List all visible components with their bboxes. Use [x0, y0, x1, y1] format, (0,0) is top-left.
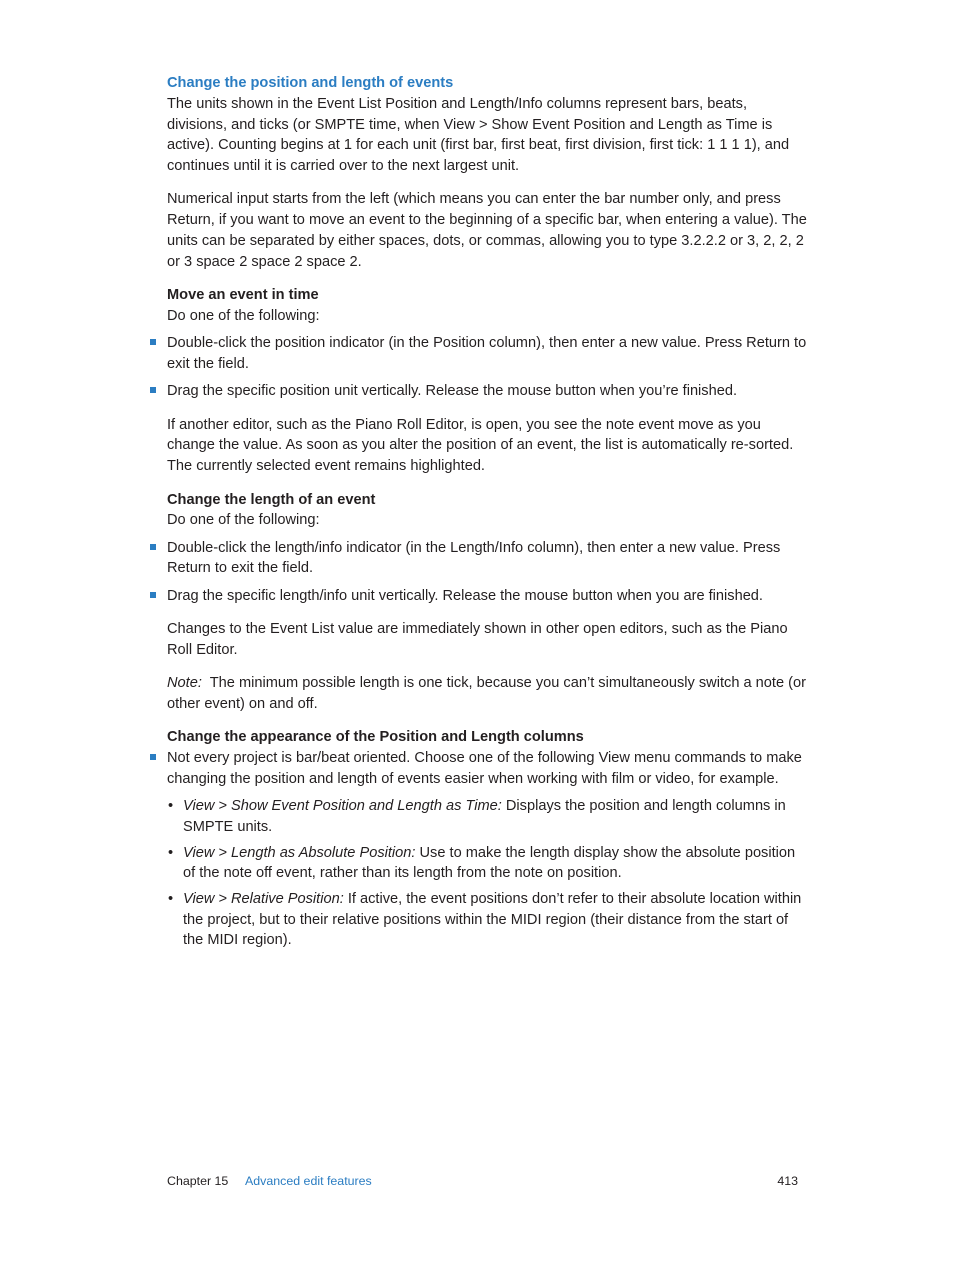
square-bullet-icon	[150, 339, 156, 345]
menu-command-description: Displays the position and length columns in SMPTE units.	[183, 798, 786, 835]
chapter-title-link[interactable]: Advanced edit features	[245, 1174, 372, 1188]
move-bullet-item	[167, 333, 807, 375]
intro-paragraph: The units shown in the Event List Position and Length/Info columns represent bars, beats, divisions, and ticks (or SMPTE time, when View > Show Event Position and Length as Time is active). Counting begins at 1 for each unit (first bar, first beat, first division, first tick: 1 1 1 1), and continues until it is carried over to the next largest unit.	[167, 95, 790, 175]
page-content	[167, 73, 807, 951]
square-bullet-icon	[150, 387, 156, 393]
appearance-bullet-text: Not every project is bar/beat oriented. Choose one of the following View menu commands to make changing the position and length of events easier when working with film or video, for example.	[167, 750, 802, 787]
move-after-paragraph: If another editor, such as the Piano Roll Editor, is open, you see the note event move as you change the value. As soon as you alter the position of an event, the list is automatically re-sorted. The currently selected event remains highlighted.	[167, 416, 794, 475]
move-bullet-text: Drag the specific position unit vertically. Release the mouse button when you’re finished.	[167, 383, 738, 400]
length-bullet-text: Double-click the length/info indicator (in the Length/Info column), then enter a new value. Press Return to exit the field.	[167, 539, 781, 577]
length-bullet-text: Drag the specific length/info unit vertically. Release the mouse button when you are finished.	[167, 587, 763, 604]
bullet-dot-icon: •	[168, 890, 174, 907]
length-after-paragraph: Changes to the Event List value are immediately shown in other open editors, such as the Piano Roll Editor.	[167, 621, 788, 658]
menu-command-label: View > Relative Position:	[183, 890, 344, 907]
sub-list-item	[168, 889, 807, 951]
note-paragraph	[167, 673, 807, 715]
sub-list-item	[168, 843, 807, 885]
length-bullet-item	[167, 586, 807, 607]
menu-command-description: If active, the event positions don’t refer to their absolute location within the project, but to their relative positions within the MIDI region (their distance from the start of the MIDI region).	[183, 890, 802, 949]
square-bullet-icon	[150, 592, 156, 598]
section-heading: Change the position and length of events	[167, 75, 454, 91]
bullet-dot-icon: •	[168, 844, 174, 861]
appearance-heading: Change the appearance of the Position and Length columns	[167, 729, 584, 746]
move-intro: Do one of the following:	[167, 307, 320, 324]
sub-list-item	[168, 796, 807, 838]
move-bullet-item	[167, 381, 807, 402]
numerical-input-paragraph: Numerical input starts from the left (which means you can enter the bar number only, and press Return, if you want to move an event to the beginning of a specific bar, when entering a value). The units can be separated by either spaces, dots, or commas, allowing you to type 3.2.2.2 or 3, 2, 2, 2 or 3 space 2 space 2 space 2.	[167, 191, 807, 270]
note-label: Note:	[167, 675, 202, 692]
length-intro: Do one of the following:	[167, 512, 320, 529]
note-text: The minimum possible length is one tick, because you can’t simultaneously switch a note (or other event) on and off.	[167, 675, 806, 712]
square-bullet-icon	[150, 544, 156, 550]
page-number: 413	[777, 1174, 798, 1188]
chapter-label: Chapter 15	[167, 1174, 229, 1188]
square-bullet-icon	[150, 754, 156, 760]
move-event-heading: Move an event in time	[167, 287, 319, 304]
menu-command-label: View > Length as Absolute Position:	[183, 844, 416, 861]
move-bullet-text: Double-click the position indicator (in the Position column), then enter a new value. Press Return to exit the field.	[167, 335, 807, 373]
menu-command-label: View > Show Event Position and Length as Time:	[183, 798, 502, 815]
appearance-bullet-item	[167, 748, 807, 790]
length-heading: Change the length of an event	[167, 491, 376, 508]
length-bullet-item	[167, 538, 807, 580]
menu-command-description: Use to make the length display show the absolute position of the note off event, rather than its length from the note on position.	[183, 844, 796, 882]
bullet-dot-icon: •	[168, 798, 174, 815]
